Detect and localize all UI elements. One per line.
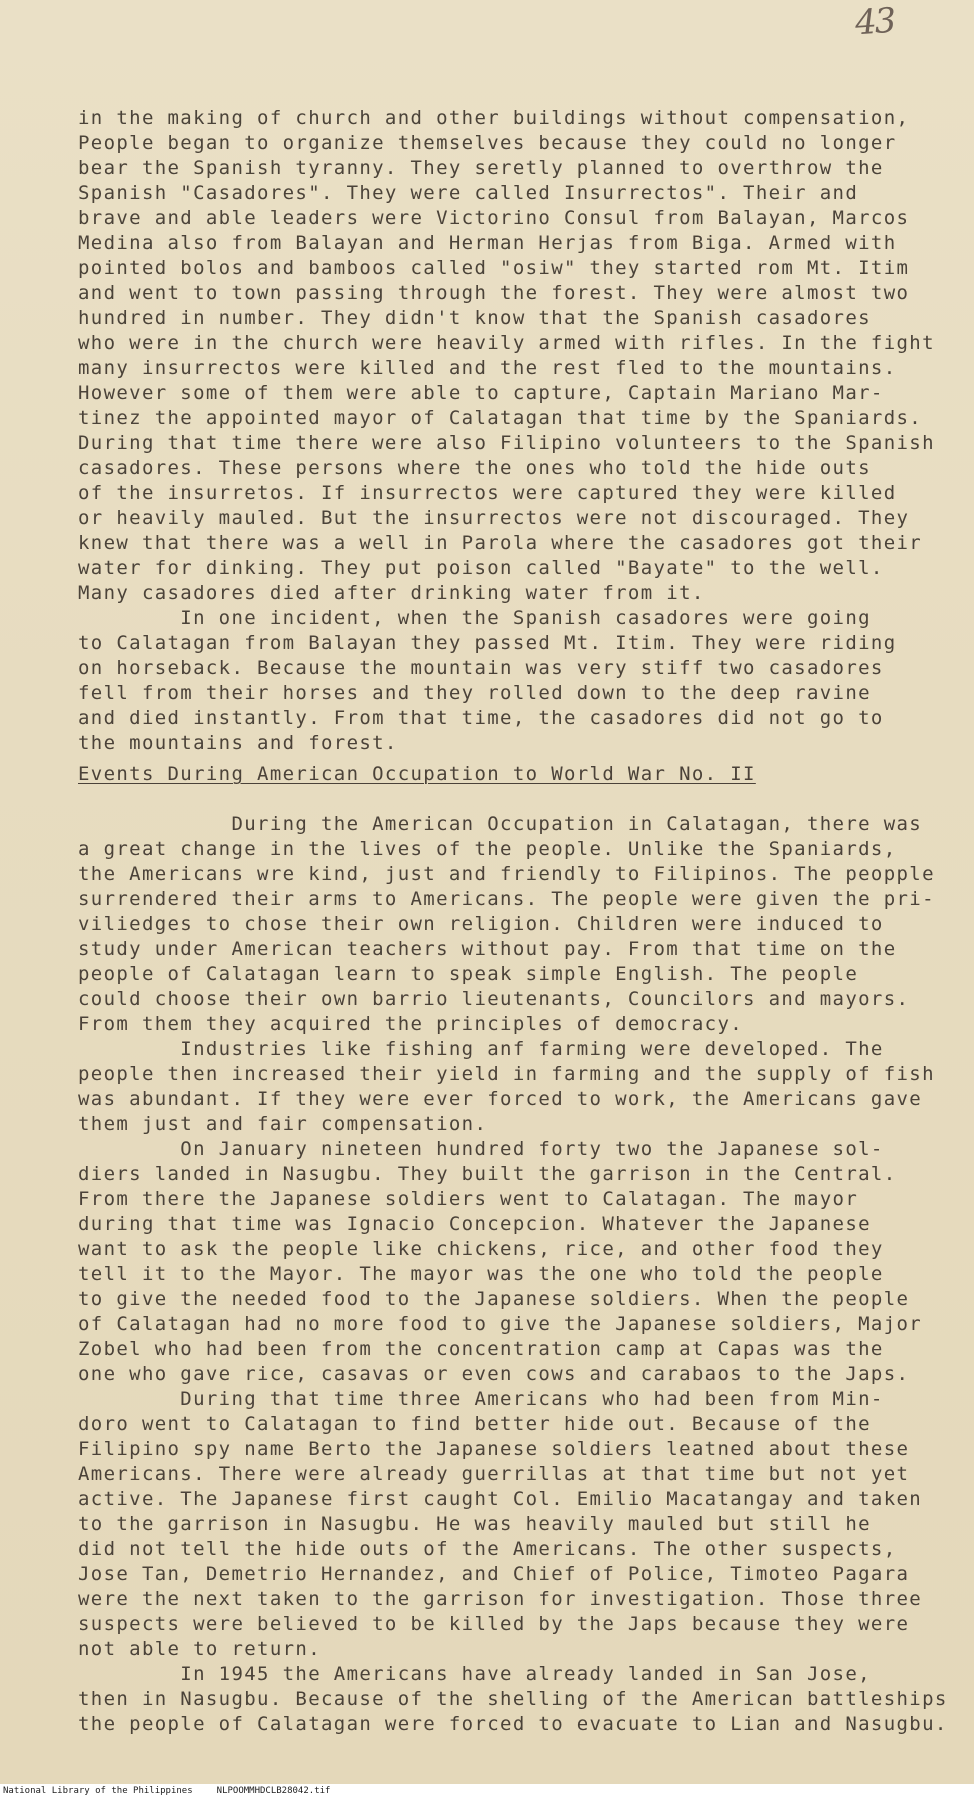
text-line: brave and able leaders were Victorino Consul from Balayan, Marcos [78,207,910,229]
text-line: knew that there was a well in Parola where the casadores got their [78,532,923,554]
blank-line [78,787,974,812]
text-line: Spanish "Casadores". They were called Insurrectos". Their and [78,182,859,204]
text-line: water for dinking. They put poison called "Bayate" to the well. [78,557,884,579]
text-line: to give the needed food to the Japanese soldiers. When the people [78,1288,910,1310]
text-line: people of Calatagan learn to speak simple English. The people [78,963,859,985]
text-line: the mountains and forest. [78,732,398,754]
text-line: to the garrison in Nasugbu. He was heavily mauled but still he [78,1513,871,1535]
text-line: diers landed in Nasugbu. They built the garrison in the Central. [78,1163,897,1185]
text-line: bear the Spanish tyranny. They seretly planned to overthrow the [78,157,884,179]
section-heading: Events During American Occupation to World War No. II [78,763,756,785]
text-line: the Americans wre kind, just and friendly to Filipinos. The peopple [78,863,935,885]
text-line: On January nineteen hundred forty two the Japanese sol- [78,1138,884,1160]
section-american-occupation [78,762,974,1737]
text-line: People began to organize themselves because they could no longer [78,132,897,154]
text-line: During that time three Americans who had been from Min- [78,1388,884,1410]
text-line: many insurrectos were killed and the rest fled to the mountains. [78,357,897,379]
text-line: Medina also from Balayan and Herman Herjas from Biga. Armed with [78,232,897,254]
scan-footer [3,1786,354,1796]
text-line: casadores. These persons where the ones who told the hide outs [78,457,871,479]
text-line: Many casadores died after drinking water from it. [78,582,705,604]
text-line: In 1945 the Americans have already landed in San Jose, [78,1663,871,1685]
text-line: In one incident, when the Spanish casadores were going [78,607,871,629]
text-line: who were in the church were heavily armed with rifles. In the fight [78,332,935,354]
handwritten-page-number: 43 [853,0,896,44]
text-line: to Calatagan from Balayan they passed Mt. Itim. They were riding [78,632,897,654]
text-line: surrendered their arms to Americans. The people were given the pri- [78,888,935,910]
text-line: the people of Calatagan were forced to evacuate to Lian and Nasugbu. [78,1713,948,1735]
text-line: of the insurretos. If insurrectos were captured they were killed [78,482,897,504]
text-line: pointed bolos and bamboos called "osiw" they started rom Mt. Itim [78,257,910,279]
text-line: fell from their horses and they rolled down to the deep ravine [78,682,871,704]
text-line: did not tell the hide outs of the Americans. The other suspects, [78,1538,897,1560]
text-line: viliedges to chose their own religion. Children were induced to [78,913,884,935]
text-line: study under American teachers without pay. From that time on the [78,938,897,960]
text-line: people then increased their yield in farming and the supply of fish [78,1063,935,1085]
text-line: on horseback. Because the mountain was very stiff two casadores [78,657,884,679]
text-line: them just and fair compensation. [78,1113,488,1135]
section-spanish-resistance [78,106,974,756]
text-line: could choose their own barrio lieutenants, Councilors and mayors. [78,988,910,1010]
text-line: suspects were believed to be killed by the Japs because they were [78,1613,910,1635]
text-line: Filipino spy name Berto the Japanese soldiers leatned about these [78,1438,910,1460]
text-line: in the making of church and other buildings without compensation, [78,107,910,129]
text-line: Industries like fishing anf farming were developed. The [78,1038,884,1060]
text-line: not able to return. [78,1638,321,1660]
text-line: However some of them were able to capture, Captain Mariano Mar- [78,382,884,404]
text-line: From there the Japanese soldiers went to Calatagan. The mayor [78,1188,859,1210]
text-line: tell it to the Mayor. The mayor was the one who told the people [78,1263,884,1285]
text-line: doro went to Calatagan to find better hide out. Because of the [78,1413,871,1435]
text-line: was abundant. If they were ever forced to work, the Americans gave [78,1088,923,1110]
text-line: hundred in number. They didn't know that the Spanish casadores [78,307,871,329]
text-line: From them they acquired the principles of democracy. [78,1013,744,1035]
text-line: want to ask the people like chickens, rice, and other food they [78,1238,884,1260]
text-line: Zobel who had been from the concentration camp at Capas was the [78,1338,884,1360]
text-line: a great change in the lives of the people. Unlike the Spaniards, [78,838,897,860]
text-line: Americans. There were already guerrillas at that time but not yet [78,1463,910,1485]
text-line: during that time was Ignacio Concepcion. Whatever the Japanese [78,1213,871,1235]
text-line: Jose Tan, Demetrio Hernandez, and Chief of Police, Timoteo Pagara [78,1563,910,1585]
text-line: and went to town passing through the forest. They were almost two [78,282,910,304]
text-line: one who gave rice, casavas or even cows and carabaos to the Japs. [78,1363,910,1385]
text-line: active. The Japanese first caught Col. Emilio Macatangay and taken [78,1488,923,1510]
text-line: During the American Occupation in Calatagan, there was [78,813,923,835]
footer-filename: NLPOOMMHDCLB28042.tif [216,1786,331,1796]
text-line: tinez the appointed mayor of Calatagan that time by the Spaniards. [78,407,923,429]
text-line: of Calatagan had no more food to give the Japanese soldiers, Major [78,1313,923,1335]
text-line: or heavily mauled. But the insurrectos were not discouraged. They [78,507,910,529]
text-line: were the next taken to the garrison for investigation. Those three [78,1588,923,1610]
footer-institution: National Library of the Philippines [3,1786,193,1796]
text-line: and died instantly. From that time, the casadores did not go to [78,707,884,729]
text-line: During that time there were also Filipino volunteers to the Spanish [78,432,935,454]
text-line: then in Nasugbu. Because of the shelling of the American battleships [78,1688,948,1710]
